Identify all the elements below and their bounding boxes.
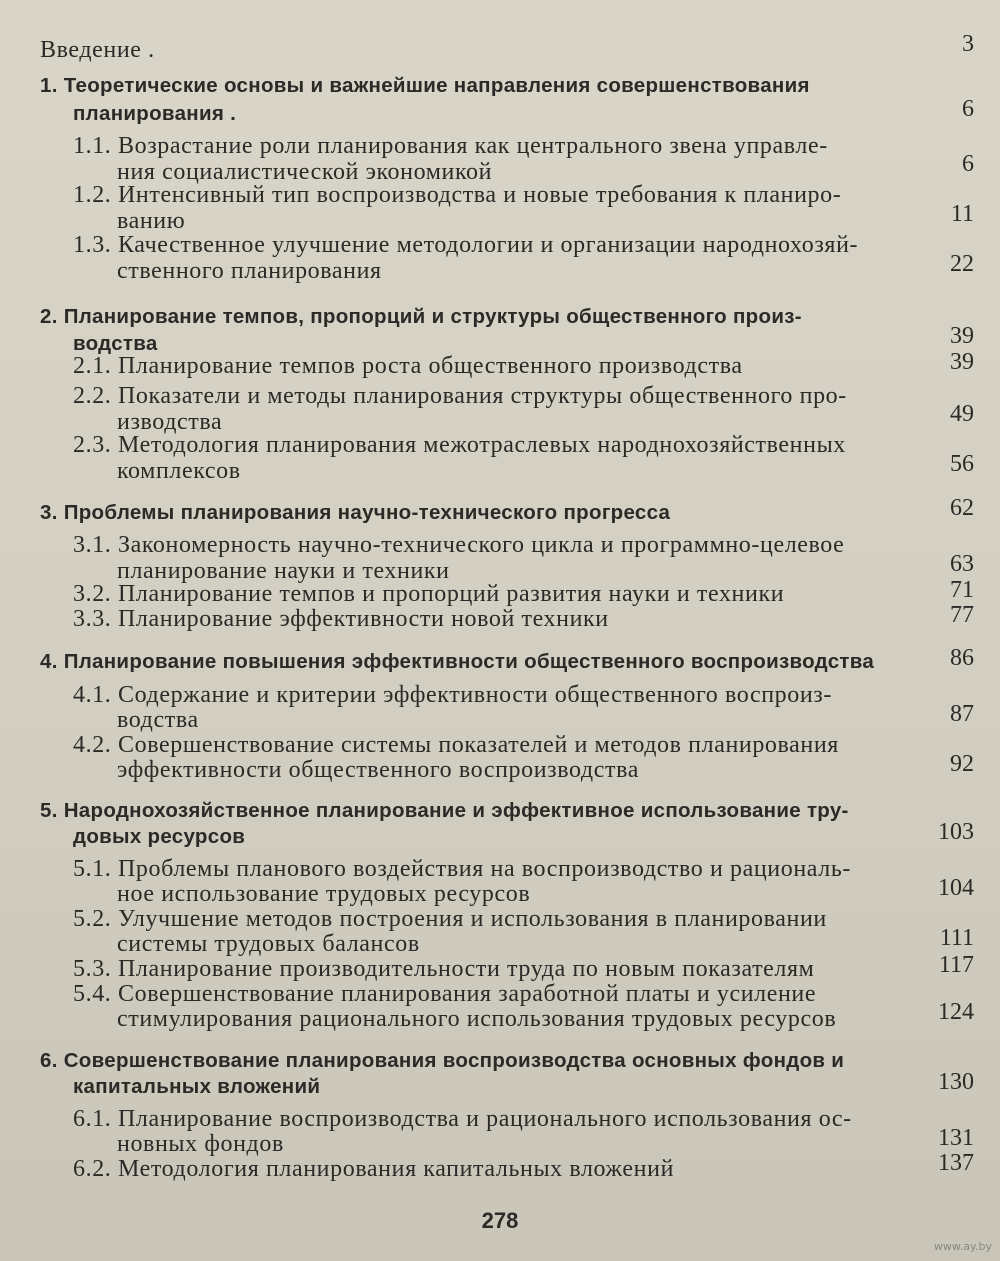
toc-5-1: 5.1. Проблемы планового воздействия на воспроизводство и рациональ- (73, 856, 851, 882)
toc-1-1-page: 6 (962, 151, 974, 177)
toc-3-3: 3.3. Планирование эффективности новой техники (73, 606, 609, 632)
toc-2-1: 2.1. Планирование темпов роста общественного производства (73, 353, 743, 379)
toc-1-3-cont: ственного планирования (117, 258, 382, 284)
toc-6-2-page: 137 (938, 1150, 974, 1176)
toc-4-2: 4.2. Совершенствование системы показателей и методов планирования (73, 732, 839, 758)
toc-ch2-title-cont: водства (73, 332, 158, 355)
toc-ch5-title-cont: довых ресурсов (73, 825, 246, 848)
toc-ch1-page: 6 (962, 96, 974, 122)
toc-5-2: 5.2. Улучшение методов построения и использования в планировании (73, 906, 827, 932)
toc-1-2-page: 11 (950, 201, 974, 227)
toc-ch5-title: 5. Народнохозяйственное планирование и эффективное использование тру- (40, 799, 849, 822)
toc-5-1-cont: ное использование трудовых ресурсов (117, 881, 531, 907)
toc-2-2-cont: изводства (117, 409, 223, 435)
page-number: 278 (481, 1208, 519, 1233)
toc-ch6-title: 6. Совершенствование планирования воспроизводства основных фондов и (40, 1049, 845, 1072)
toc-ch1-title-cont: планирования . (73, 102, 237, 125)
toc-3-2: 3.2. Планирование темпов и пропорций развития науки и техники (73, 581, 785, 607)
toc-ch1-title: 1. Теоретические основы и важнейшие направления совершенствования (40, 74, 810, 97)
toc-4-1: 4.1. Содержание и критерии эффективности общественного воспроиз- (73, 682, 832, 708)
toc-5-3-page: 117 (938, 952, 974, 978)
toc-2-2: 2.2. Показатели и методы планирования структуры общественного про- (73, 383, 847, 409)
toc-5-1-page: 104 (938, 875, 974, 901)
toc-2-3: 2.3. Методология планирования межотраслевых народнохозяйственных (73, 432, 846, 458)
toc-1-1: 1.1. Возрастание роли планирования как центрального звена управле- (73, 133, 828, 159)
toc-4-1-page: 87 (950, 701, 974, 727)
toc-ch2-page: 39 (950, 323, 974, 349)
toc-3-2-page: 71 (950, 577, 974, 603)
toc-6-1-cont: новных фондов (117, 1131, 284, 1157)
toc-1-3: 1.3. Качественное улучшение методологии и организации народнохозяй- (73, 232, 859, 258)
toc-5-2-cont: системы трудовых балансов (117, 931, 420, 957)
toc-3-1-cont: планирование науки и техники (117, 558, 450, 584)
toc-4-1-cont: водства (117, 707, 199, 733)
toc-ch5-page: 103 (938, 819, 974, 845)
toc-1-2: 1.2. Интенсивный тип воспроизводства и новые требования к планиро- (73, 182, 842, 208)
toc-2-1-page: 39 (950, 349, 974, 375)
toc-ch4-page: 86 (950, 645, 974, 671)
toc-3-1: 3.1. Закономерность научно-технического цикла и программно-целевое (73, 532, 845, 558)
toc-6-1: 6.1. Планирование воспроизводства и рационального использования ос- (73, 1106, 852, 1132)
toc-intro: Введение . (40, 37, 155, 63)
toc-1-2-cont: ванию (117, 208, 186, 234)
toc-2-3-cont: комплексов (117, 458, 241, 484)
toc-ch6-page: 130 (938, 1069, 974, 1095)
toc-2-3-page: 56 (950, 451, 974, 477)
toc-ch3-page: 62 (950, 495, 974, 521)
toc-4-2-cont: эффективности общественного воспроизводства (117, 757, 639, 783)
toc-3-1-page: 63 (950, 551, 974, 577)
toc-intro-page: 3 (962, 31, 974, 57)
toc-6-2: 6.2. Методология планирования капитальных вложений (73, 1156, 675, 1182)
toc-5-4-page: 124 (938, 999, 974, 1025)
toc-ch6-title-cont: капитальных вложений (73, 1075, 321, 1098)
toc-6-1-page: 131 (938, 1125, 974, 1151)
toc-ch4-title: 4. Планирование повышения эффективности общественного воспроизводства (40, 650, 875, 673)
toc-3-3-page: 77 (950, 602, 974, 628)
toc-5-4: 5.4. Совершенствование планирования заработной платы и усиление (73, 981, 817, 1007)
toc-5-4-cont: стимулирования рационального использования трудовых ресурсов (117, 1006, 837, 1032)
toc-5-3: 5.3. Планирование производительности труда по новым показателям (73, 956, 815, 982)
toc-1-3-page: 22 (950, 251, 974, 277)
watermark: www.ay.by (933, 1240, 992, 1253)
toc-4-2-page: 92 (950, 751, 974, 777)
toc-1-1-cont: ния социалистической экономикой (117, 159, 493, 185)
toc-2-2-page: 49 (950, 401, 974, 427)
toc-ch2-title: 2. Планирование темпов, пропорций и структуры общественного произ- (40, 305, 802, 328)
toc-5-2-page: 111 (939, 925, 974, 951)
toc-ch3-title: 3. Проблемы планирования научно-технического прогресса (40, 501, 671, 524)
